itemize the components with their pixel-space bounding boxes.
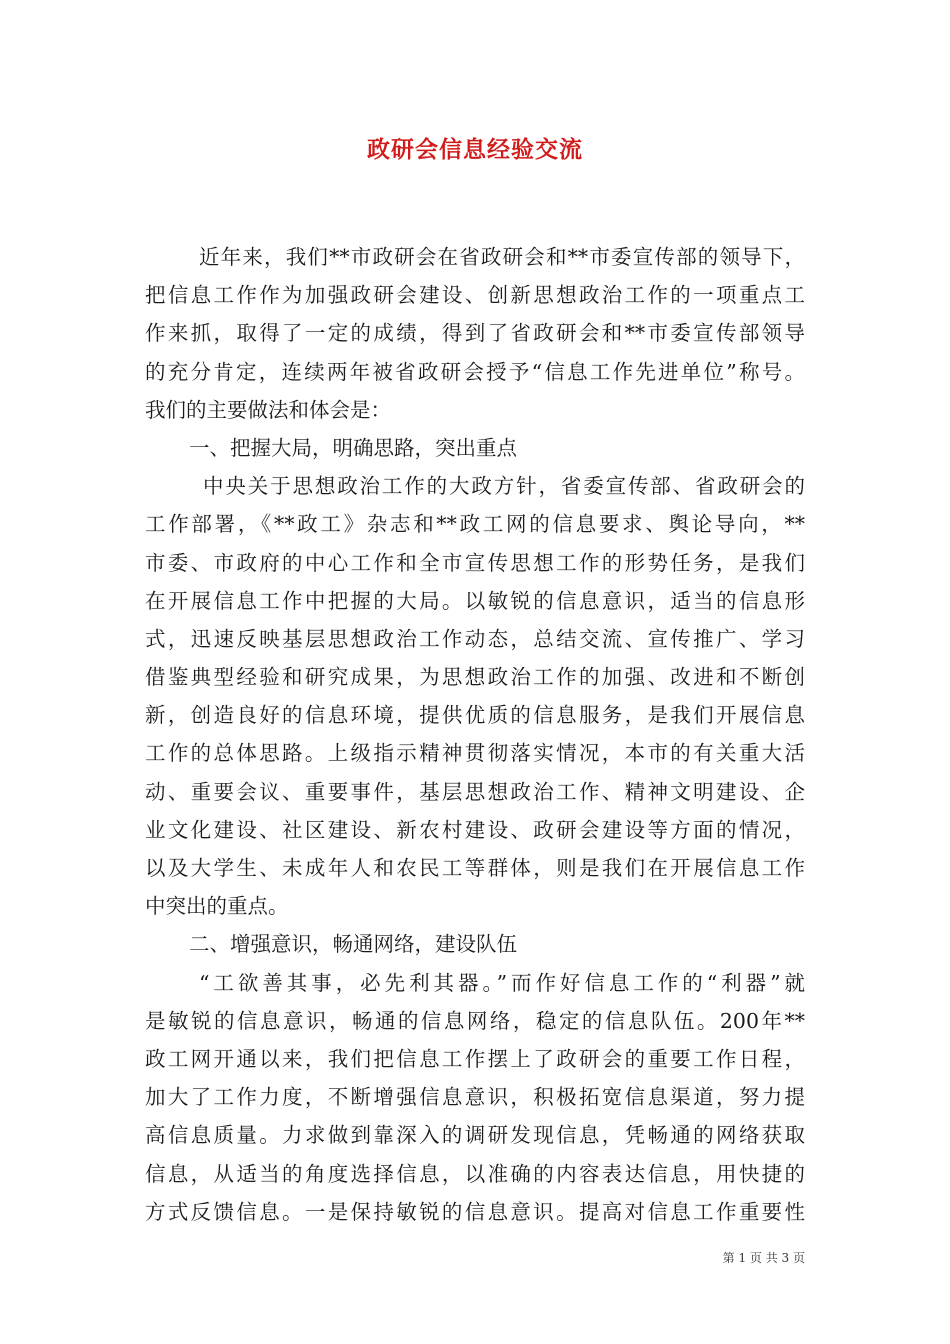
paragraph-line: 加大了工作力度，不断增强信息意识，积极拓宽信息渠道，努力提: [145, 1085, 805, 1110]
paragraph-line: 政工网开通以来，我们把信息工作摆上了政研会的重要工作日程，: [145, 1046, 805, 1071]
paragraph-line: 的充分肯定，连续两年被省政研会授予“信息工作先进单位”称号。: [145, 359, 805, 384]
paragraph-line: 工作的总体思路。上级指示精神贯彻落实情况，本市的有关重大活: [145, 741, 805, 766]
paragraph-line: 以及大学生、未成年人和农民工等群体，则是我们在开展信息工作: [145, 856, 805, 880]
paragraph-line: 是敏锐的信息意识，畅通的信息网络，稳定的信息队伍。200年**: [145, 1008, 805, 1033]
paragraph-line: 动、重要会议、重要事件，基层思想政治工作、精神文明建设、企: [145, 779, 805, 804]
paragraph-line: 我们的主要做法和体会是：: [145, 397, 391, 422]
document-title: 政研会信息经验交流: [367, 136, 583, 163]
paragraph-line: 在开展信息工作中把握的大局。以敏锐的信息意识，适当的信息形: [145, 588, 805, 613]
paragraph-line: 高信息质量。力求做到靠深入的调研发现信息，凭畅通的网络获取: [145, 1123, 805, 1148]
paragraph-line: 中突出的重点。: [145, 894, 289, 919]
paragraph-line: 作来抓，取得了一定的成绩，得到了省政研会和**市委宣传部领导: [145, 321, 805, 346]
paragraph-line: 把信息工作作为加强政研会建设、创新思想政治工作的一项重点工: [145, 283, 805, 308]
section-heading: 二、增强意识，畅通网络，建设队伍: [189, 932, 517, 957]
paragraph-line: 方式反馈信息。一是保持敏锐的信息意识。提高对信息工作重要性: [145, 1199, 805, 1224]
paragraph-line: 近年来，我们**市政研会在省政研会和**市委宣传部的领导下，: [199, 245, 805, 269]
paragraph-line: 信息，从适当的角度选择信息，以准确的内容表达信息，用快捷的: [145, 1161, 805, 1186]
page-number: 第 1 页 共 3 页: [722, 1251, 805, 1265]
paragraph-line: 借鉴典型经验和研究成果，为思想政治工作的加强、改进和不断创: [145, 665, 805, 690]
paragraph-line: 中央关于思想政治工作的大政方针，省委宣传部、省政研会的: [203, 474, 805, 499]
section-heading: 一、把握大局，明确思路，突出重点: [189, 435, 517, 460]
document-body: [145, 238, 805, 1231]
paragraph-line: 新，创造良好的信息环境，提供优质的信息服务，是我们开展信息: [145, 703, 805, 728]
paragraph-line: 式，迅速反映基层思想政治工作动态，总结交流、宣传推广、学习: [145, 626, 805, 651]
paragraph-line: 业文化建设、社区建设、新农村建设、政研会建设等方面的情况，: [145, 817, 805, 842]
paragraph-line: “工欲善其事，必先利其器。”而作好信息工作的“利器”就: [199, 970, 805, 995]
paragraph-line: 工作部署，《**政工》杂志和**政工网的信息要求、舆论导向，**: [145, 512, 805, 537]
paragraph-line: 市委、市政府的中心工作和全市宣传思想工作的形势任务，是我们: [145, 550, 805, 575]
